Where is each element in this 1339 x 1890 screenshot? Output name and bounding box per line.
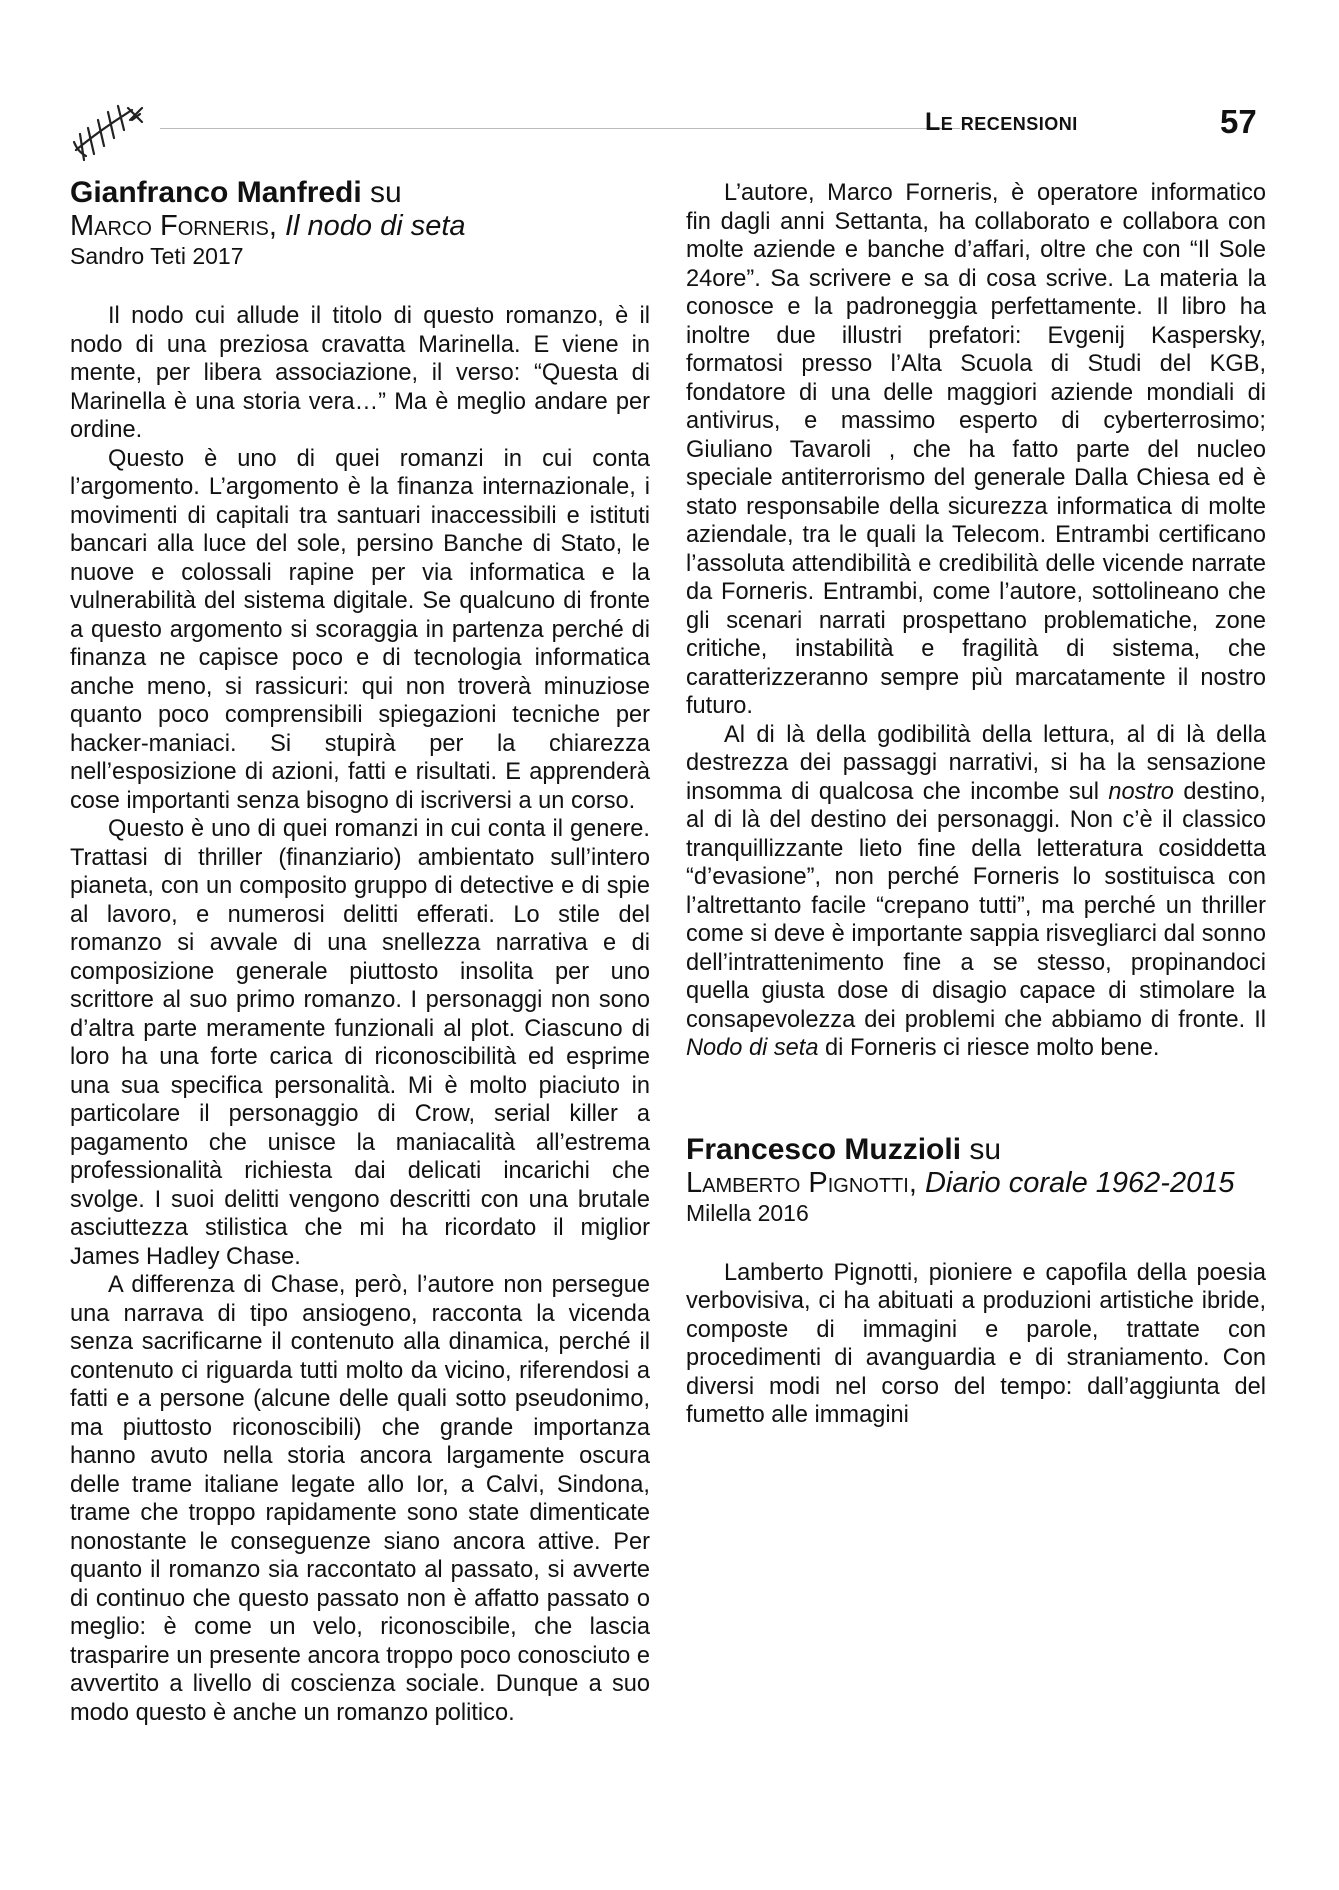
book-publisher: Sandro Teti 2017 [70,243,244,269]
book-publisher: Milella 2016 [686,1199,809,1226]
header-rule [160,128,960,129]
su-label: su [961,1132,1002,1166]
review-heading [70,176,650,270]
book-line: Lamberto Pignotti, Diario corale 1962-2015 [686,1166,1235,1199]
text-span: destino, al di là del destino dei personaggi. Non c’è il classico tranquillizzante lieto fine della letteratura cosiddetta “d’evasione”, non perché Forneris lo sostituisca con l’altrettanto facile “crepano tutti”, ma perché un thriller come si deve è importante sappia risvegliarci dal sonno dell’intrattenimento fine a se stesso, propinandoci quella giusta dose di disagio capace di stimolare la consapevolezza dei problemi che abbiamo di fronte. Il [686,778,1266,1033]
page-number: 57 [1220,103,1257,140]
book-title: Diario corale 1962-2015 [924,1166,1235,1199]
book-author: Lamberto Pignotti [686,1166,909,1199]
text-italic: Nodo di seta [686,1035,819,1061]
paragraph: Lamberto Pignotti, pioniere e capofila della poesia verbovisiva, ci ha abituati a produzioni artistiche ibride, composte di immagini e parole, trattate con procedimenti di avanguardia e di straniamento. Con diversi modi nel corso del tempo: dall’aggiunta del fumetto alle immagini [686,1259,1266,1428]
text-italic: nostro [1108,778,1174,805]
book-title: Il nodo di seta [284,210,466,242]
section-title: Le recensioni [925,108,1078,136]
paragraph: A differenza di Chase, però, l’autore non persegue una narrava di tipo ansiogeno, racconta la vicenda senza sacrificarne il contenuto alla dinamica, perché il contenuto ci riguarda tutti molto da vicino, riferendosi a fatti e a persone (alcune delle quali sotto pseudonimo, ma piuttosto riconoscibili) che grande importanza hanno avuto nella storia ancora largamente oscura delle trame italiane legate allo Ior, a Calvi, Sindona, trame che troppo rapidamente sono state dimenticate nonostante le conseguenze siano ancora attive. Per quanto il romanzo sia raccontato al passato, si avverte di continuo che questo passato non è affatto passato o meglio: è come un velo, riconoscibile, che lascia trasparire un presente ancora troppo poco conosciuto e avvertito a livello di coscienza sociale. Dunque a suo modo questo è anche un romanzo politico. [70,1272,650,1726]
paragraph: Il nodo cui allude il titolo di questo romanzo, è il nodo di una preziosa cravatta Marinella. E viene in mente, per libera associazione, il verso: “Questa di Marinella è una storia vera…” Ma è meglio andare per ordine. [70,303,650,443]
reviewer-name: Gianfranco Manfredi [70,176,362,209]
book-author: Marco Forneris [70,210,269,242]
page-header [70,100,1270,160]
left-column [70,176,650,1727]
text-span: di Forneris ci riesce molto bene. [818,1035,1160,1061]
reviewer-line [686,1133,1266,1167]
su-label: su [361,176,402,209]
reviewer-name: Francesco Muzzioli [686,1132,962,1166]
book-line: Marco Forneris, Il nodo di seta [70,210,466,242]
paragraph-final [686,721,1266,1063]
reviewer-line [70,176,650,210]
right-column [686,179,1266,1430]
paragraph: L’autore, Marco Forneris, è operatore informatico fin dagli anni Settanta, ha collaborato e collabora con molte aziende e banche d’affari, oltre che con “Il Sole 24ore”. Sa scrivere e sa di cosa scrive. La materia la conosce e la padroneggia perfettamente. Il libro ha inoltre due illustri prefatori: Evgenij Kaspersky, formatosi presso l’Alta Scuola di Studi del KGB, fondatore di una delle maggiori aziende mondiali di antivirus, e massimo esperto di cyberterrosimo; Giuliano Tavaroli , che ha fatto parte del nucleo speciale antiterrorismo del generale Dalla Chiesa ed è stato responsabile della sicurezza informatica di molte aziendale, tra le quali la Telecom. Entrambi certificano l’assoluta attendibilità e credibilità delle vicende narrate da Forneris. Entrambi, come l’autore, sottolineano che gli scenari narrati prospettano problematiche, zone critiche, instabilità e fragilità di sistema, che caratterizzeranno sempre più marcatamente il nostro futuro. [686,180,1266,719]
paragraph: Questo è uno di quei romanzi in cui conta l’argomento. L’argomento è la finanza internazionale, i movimenti di capitali tra santuari inaccessibili e istituti bancari alla luce del sole, persino Banche di Stato, le nuove e colossali rapine per via informatica e la vulnerabilità del sistema digitale. Se qualcuno di fronte a questo argomento si scoraggia in partenza perché di finanza ne capisce poco e di tecnologia informatica anche meno, si rassicuri: qui non troverà minuziose quanto poco comprensibili spiegazioni tecniche per hacker-maniaci. Si stupirà per la chiarezza nell’esposizione di azioni, fatti e risultati. E apprenderà cose importanti senza bisogno di iscriversi a un corso. [70,445,650,814]
publisher-logo-icon [70,100,150,170]
paragraph: Questo è uno di quei romanzi in cui conta il genere. Trattasi di thriller (finanziario) ambientato sull’intero pianeta, con un composito gruppo di detective e di spie al lavoro, e numerosi delitti efferati. Lo stile del romanzo si avvale di una snellezza narrativa e di composizione generale piuttosto insolita per uno scrittore al suo primo romanzo. I personaggi non sono d’altra parte meramente funzionali al plot. Ciascuno di loro ha una forte carica di riconoscibilità ed esprime una sua specifica personalità. Mi è molto piaciuto in particolare il personaggio di Crow, serial killer a pagamento che unisce la maniacalità all’estrema professionalità richiesta dai delicati incarichi che svolge. I suoi delitti vengono descritti con una brutale asciuttezza stilistica che mi ha ricordato il miglior James Hadley Chase. [70,816,650,1270]
text-span: Al di là della godibilità della lettura, al di là della destrezza dei passaggi narrativi, si ha la sensazione insomma di qualcosa che incombe sul [686,721,1266,805]
review-heading [686,1133,1266,1227]
